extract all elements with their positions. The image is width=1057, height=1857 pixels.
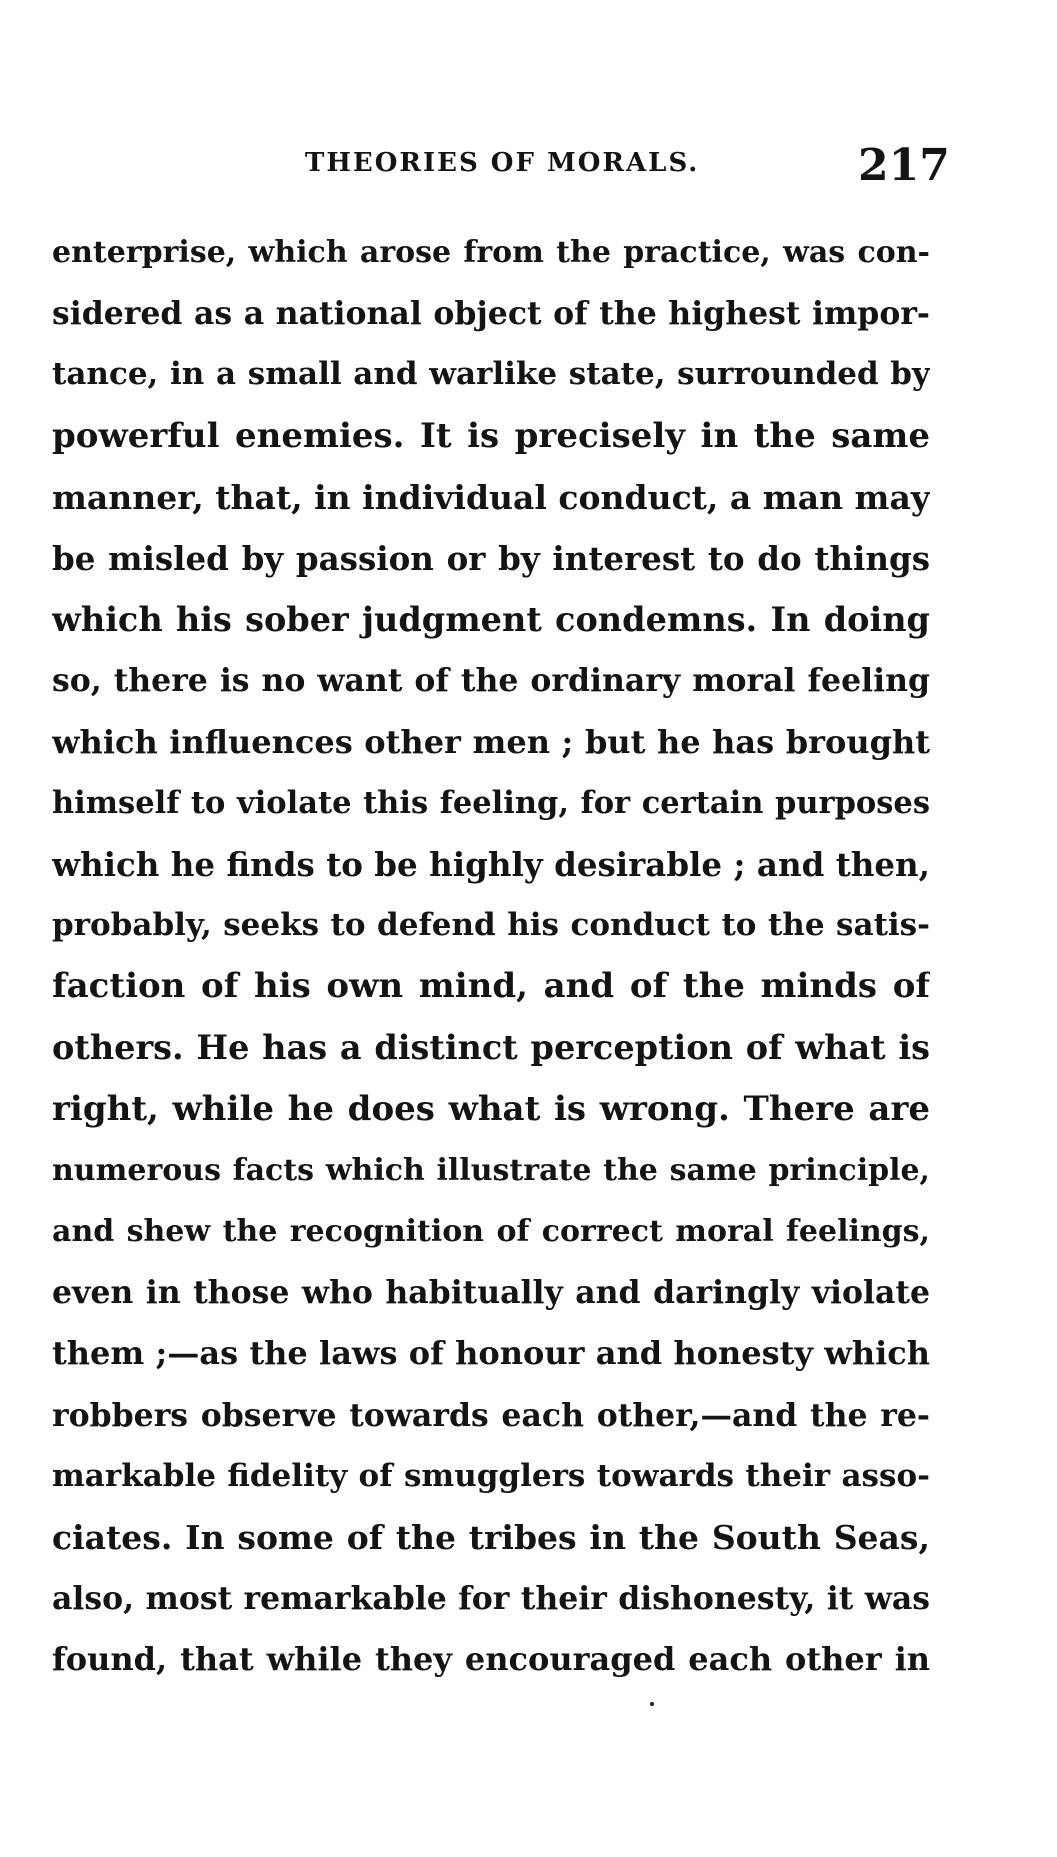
text-line: enterprise, which arose from the practice, was con-	[52, 235, 930, 270]
text-line: powerful enemies. It is precisely in the same	[52, 415, 930, 456]
running-head	[0, 140, 1057, 200]
running-title: THEORIES OF MORALS.	[305, 148, 700, 178]
text-line: sidered as a national object of the highest impor-	[52, 295, 930, 333]
text-line: be misled by passion or by interest to do things	[52, 538, 930, 578]
text-line: which he finds to be highly desirable ; and then,	[52, 844, 930, 884]
text-line: markable fidelity of smugglers towards their asso-	[52, 1457, 930, 1494]
body-text	[52, 222, 930, 1691]
text-line: robbers observe towards each other,—and the re-	[52, 1396, 930, 1434]
text-line: tance, in a small and warlike state, surrounded by	[52, 356, 930, 393]
text-line: right, while he does what is wrong. There are	[52, 1088, 930, 1129]
text-line: found, that while they encouraged each other in	[52, 1640, 930, 1679]
text-line: so, there is no want of the ordinary moral feeling	[52, 662, 930, 700]
text-line: which his sober judgment condemns. In doing	[52, 600, 930, 640]
page-number: 217	[858, 140, 950, 191]
text-line: faction of his own mind, and of the minds of	[52, 966, 930, 1007]
text-line: manner, that, in individual conduct, a man may	[52, 477, 930, 517]
text-line: also, most remarkable for their dishonesty, it was	[52, 1580, 930, 1618]
text-line: probably, seeks to defend his conduct to the satis-	[52, 907, 930, 944]
text-line: others. He has a distinct perception of what is	[52, 1028, 930, 1068]
text-line: even in those who habitually and daringly violate	[52, 1274, 930, 1312]
text-line: them ;—as the laws of honour and honesty which	[52, 1334, 930, 1373]
ink-speck	[650, 1702, 654, 1706]
text-line: and shew the recognition of correct moral feelings,	[52, 1214, 930, 1249]
text-line: which influences other men ; but he has brought	[52, 722, 930, 761]
text-line: himself to violate this feeling, for certain purposes	[52, 784, 930, 821]
text-line: ciates. In some of the tribes in the South Seas,	[52, 1517, 930, 1557]
text-line: numerous facts which illustrate the same principle,	[52, 1152, 930, 1188]
